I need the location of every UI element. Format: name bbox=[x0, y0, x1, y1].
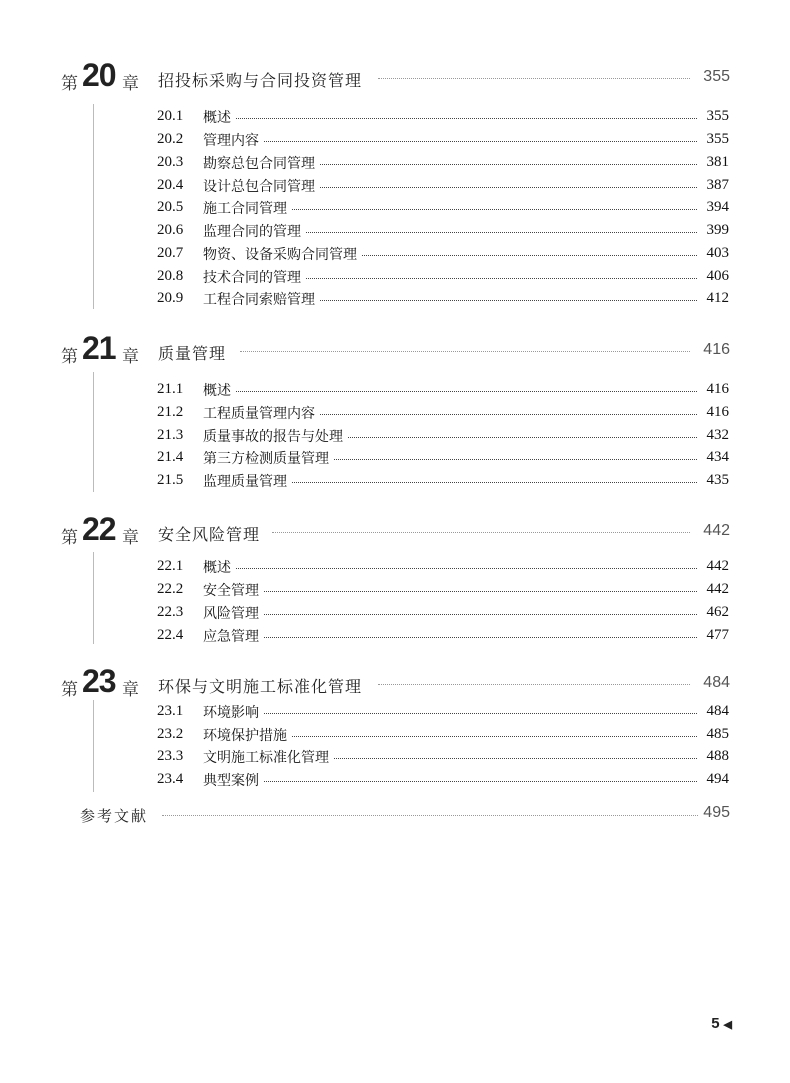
section-title: 技术合同的管理 bbox=[203, 267, 305, 287]
dot-leader bbox=[272, 532, 690, 533]
dot-leader bbox=[240, 351, 690, 352]
section-title: 环境影响 bbox=[203, 702, 263, 722]
toc-entry[interactable] bbox=[157, 470, 729, 492]
references-page: 495 bbox=[703, 804, 730, 821]
section-page: 394 bbox=[706, 199, 729, 215]
chapter-20 bbox=[0, 58, 790, 98]
section-page: 494 bbox=[706, 771, 729, 787]
toc-entry[interactable] bbox=[157, 579, 729, 601]
chapter-number: 21 bbox=[82, 330, 116, 366]
dot-leader bbox=[217, 637, 697, 638]
section-title: 概述 bbox=[203, 380, 235, 400]
dot-leader bbox=[217, 141, 697, 142]
section-number: 20.4 bbox=[157, 177, 184, 193]
page-number bbox=[711, 1015, 732, 1032]
references-entry[interactable] bbox=[0, 800, 790, 830]
section-number: 21.4 bbox=[157, 449, 184, 465]
section-number: 20.7 bbox=[157, 245, 184, 261]
section-title: 施工合同管理 bbox=[203, 198, 291, 218]
section-number: 23.1 bbox=[157, 703, 184, 719]
chapter-suffix: 章 bbox=[122, 528, 139, 548]
chapter-22 bbox=[0, 512, 790, 552]
toc-entry[interactable] bbox=[157, 625, 729, 647]
chapter-number: 20 bbox=[82, 57, 116, 93]
section-page: 442 bbox=[706, 558, 729, 574]
chapter-title: 质量管理 bbox=[158, 344, 227, 363]
section-page: 387 bbox=[706, 177, 729, 193]
toc-entry[interactable] bbox=[157, 556, 729, 578]
section-page: 399 bbox=[706, 222, 729, 238]
toc-entry[interactable] bbox=[157, 746, 729, 768]
dot-leader bbox=[217, 713, 697, 714]
section-number: 20.6 bbox=[157, 222, 184, 238]
section-number: 22.4 bbox=[157, 627, 184, 643]
chapter-prefix: 第 bbox=[61, 528, 78, 548]
section-page: 432 bbox=[706, 427, 729, 443]
section-number: 20.1 bbox=[157, 108, 184, 124]
section-page: 442 bbox=[706, 581, 729, 597]
section-number: 20.8 bbox=[157, 268, 184, 284]
chapter-prefix: 第 bbox=[61, 74, 78, 94]
chapter-divider-line bbox=[93, 700, 94, 792]
references-label: 参考文献 bbox=[80, 807, 149, 825]
section-title: 文明施工标准化管理 bbox=[203, 747, 333, 767]
section-number: 20.3 bbox=[157, 154, 184, 170]
toc-entry[interactable] bbox=[157, 447, 729, 469]
chapter-23 bbox=[0, 664, 790, 704]
chapter-title: 招投标采购与合同投资管理 bbox=[158, 71, 363, 90]
section-page: 416 bbox=[706, 381, 729, 397]
section-page: 381 bbox=[706, 154, 729, 170]
section-page: 477 bbox=[706, 627, 729, 643]
section-page: 484 bbox=[706, 703, 729, 719]
section-page: 403 bbox=[706, 245, 729, 261]
section-number: 20.9 bbox=[157, 290, 184, 306]
section-title: 概述 bbox=[203, 107, 235, 127]
toc-entry[interactable] bbox=[157, 175, 729, 197]
section-number: 21.5 bbox=[157, 472, 184, 488]
section-title: 管理内容 bbox=[203, 130, 263, 150]
toc-entry[interactable] bbox=[157, 243, 729, 265]
section-number: 23.2 bbox=[157, 726, 184, 742]
section-page: 435 bbox=[706, 472, 729, 488]
section-page: 416 bbox=[706, 404, 729, 420]
section-number: 22.3 bbox=[157, 604, 184, 620]
chapter-title: 安全风险管理 bbox=[158, 525, 261, 544]
chapter-divider-line bbox=[93, 104, 94, 309]
section-number: 22.2 bbox=[157, 581, 184, 597]
chapter-heading[interactable] bbox=[0, 331, 790, 371]
dot-leader bbox=[217, 118, 697, 119]
section-number: 23.3 bbox=[157, 748, 184, 764]
chapter-heading[interactable] bbox=[0, 58, 790, 98]
dot-leader bbox=[217, 568, 697, 569]
chapter-divider-line bbox=[93, 372, 94, 492]
dot-leader bbox=[217, 781, 697, 782]
chapter-page: 416 bbox=[703, 341, 730, 358]
section-title: 工程合同索赔管理 bbox=[203, 289, 319, 309]
dot-leader bbox=[217, 391, 697, 392]
section-page: 462 bbox=[706, 604, 729, 620]
toc-entry[interactable] bbox=[157, 220, 729, 242]
chapter-divider-line bbox=[93, 552, 94, 644]
section-page: 406 bbox=[706, 268, 729, 284]
section-title: 质量事故的报告与处理 bbox=[203, 426, 347, 446]
toc-entry[interactable] bbox=[157, 379, 729, 401]
left-triangle-icon: ◀ bbox=[723, 1019, 732, 1031]
section-number: 21.3 bbox=[157, 427, 184, 443]
toc-entry[interactable] bbox=[157, 266, 729, 288]
section-page: 355 bbox=[706, 108, 729, 124]
page-number-value: 5 bbox=[711, 1015, 720, 1032]
toc-entry[interactable] bbox=[157, 402, 729, 424]
section-page: 412 bbox=[706, 290, 729, 306]
section-number: 20.5 bbox=[157, 199, 184, 215]
chapter-page: 484 bbox=[703, 674, 730, 691]
section-title: 勘察总包合同管理 bbox=[203, 153, 319, 173]
section-title: 环境保护措施 bbox=[203, 725, 291, 745]
chapter-21 bbox=[0, 331, 790, 371]
toc-entry[interactable] bbox=[157, 701, 729, 723]
dot-leader bbox=[217, 591, 697, 592]
chapter-title: 环保与文明施工标准化管理 bbox=[158, 677, 363, 696]
toc-entry[interactable] bbox=[157, 288, 729, 310]
chapter-suffix: 章 bbox=[122, 680, 139, 700]
toc-entry[interactable] bbox=[157, 129, 729, 151]
chapter-number: 23 bbox=[82, 663, 116, 699]
section-title: 物资、设备采购合同管理 bbox=[203, 244, 361, 264]
section-page: 485 bbox=[706, 726, 729, 742]
section-title: 监理质量管理 bbox=[203, 471, 291, 491]
chapter-heading[interactable] bbox=[0, 512, 790, 552]
section-page: 488 bbox=[706, 748, 729, 764]
dot-leader bbox=[162, 815, 698, 816]
section-number: 21.1 bbox=[157, 381, 184, 397]
section-title: 监理合同的管理 bbox=[203, 221, 305, 241]
chapter-number: 22 bbox=[82, 511, 116, 547]
toc-entry[interactable] bbox=[157, 769, 729, 791]
chapter-prefix: 第 bbox=[61, 680, 78, 700]
dot-leader bbox=[217, 614, 697, 615]
toc-entry[interactable] bbox=[157, 425, 729, 447]
toc-entry[interactable] bbox=[157, 197, 729, 219]
section-number: 21.2 bbox=[157, 404, 184, 420]
toc-entry[interactable] bbox=[157, 152, 729, 174]
toc-entry[interactable] bbox=[157, 724, 729, 746]
section-page: 434 bbox=[706, 449, 729, 465]
section-number: 20.2 bbox=[157, 131, 184, 147]
toc-entry[interactable] bbox=[157, 106, 729, 128]
chapter-heading[interactable] bbox=[0, 664, 790, 704]
section-title: 工程质量管理内容 bbox=[203, 403, 319, 423]
section-title: 典型案例 bbox=[203, 770, 263, 790]
chapter-page: 355 bbox=[703, 68, 730, 85]
dot-leader bbox=[378, 684, 690, 685]
section-number: 23.4 bbox=[157, 771, 184, 787]
section-title: 风险管理 bbox=[203, 603, 263, 623]
section-number: 22.1 bbox=[157, 558, 184, 574]
section-title: 应急管理 bbox=[203, 626, 263, 646]
toc-entry[interactable] bbox=[157, 602, 729, 624]
chapter-suffix: 章 bbox=[122, 347, 139, 367]
section-title: 概述 bbox=[203, 557, 235, 577]
dot-leader bbox=[378, 78, 690, 79]
chapter-prefix: 第 bbox=[61, 347, 78, 367]
chapter-suffix: 章 bbox=[122, 74, 139, 94]
section-title: 安全管理 bbox=[203, 580, 263, 600]
chapter-page: 442 bbox=[703, 522, 730, 539]
section-title: 设计总包合同管理 bbox=[203, 176, 319, 196]
section-title: 第三方检测质量管理 bbox=[203, 448, 333, 468]
section-page: 355 bbox=[706, 131, 729, 147]
